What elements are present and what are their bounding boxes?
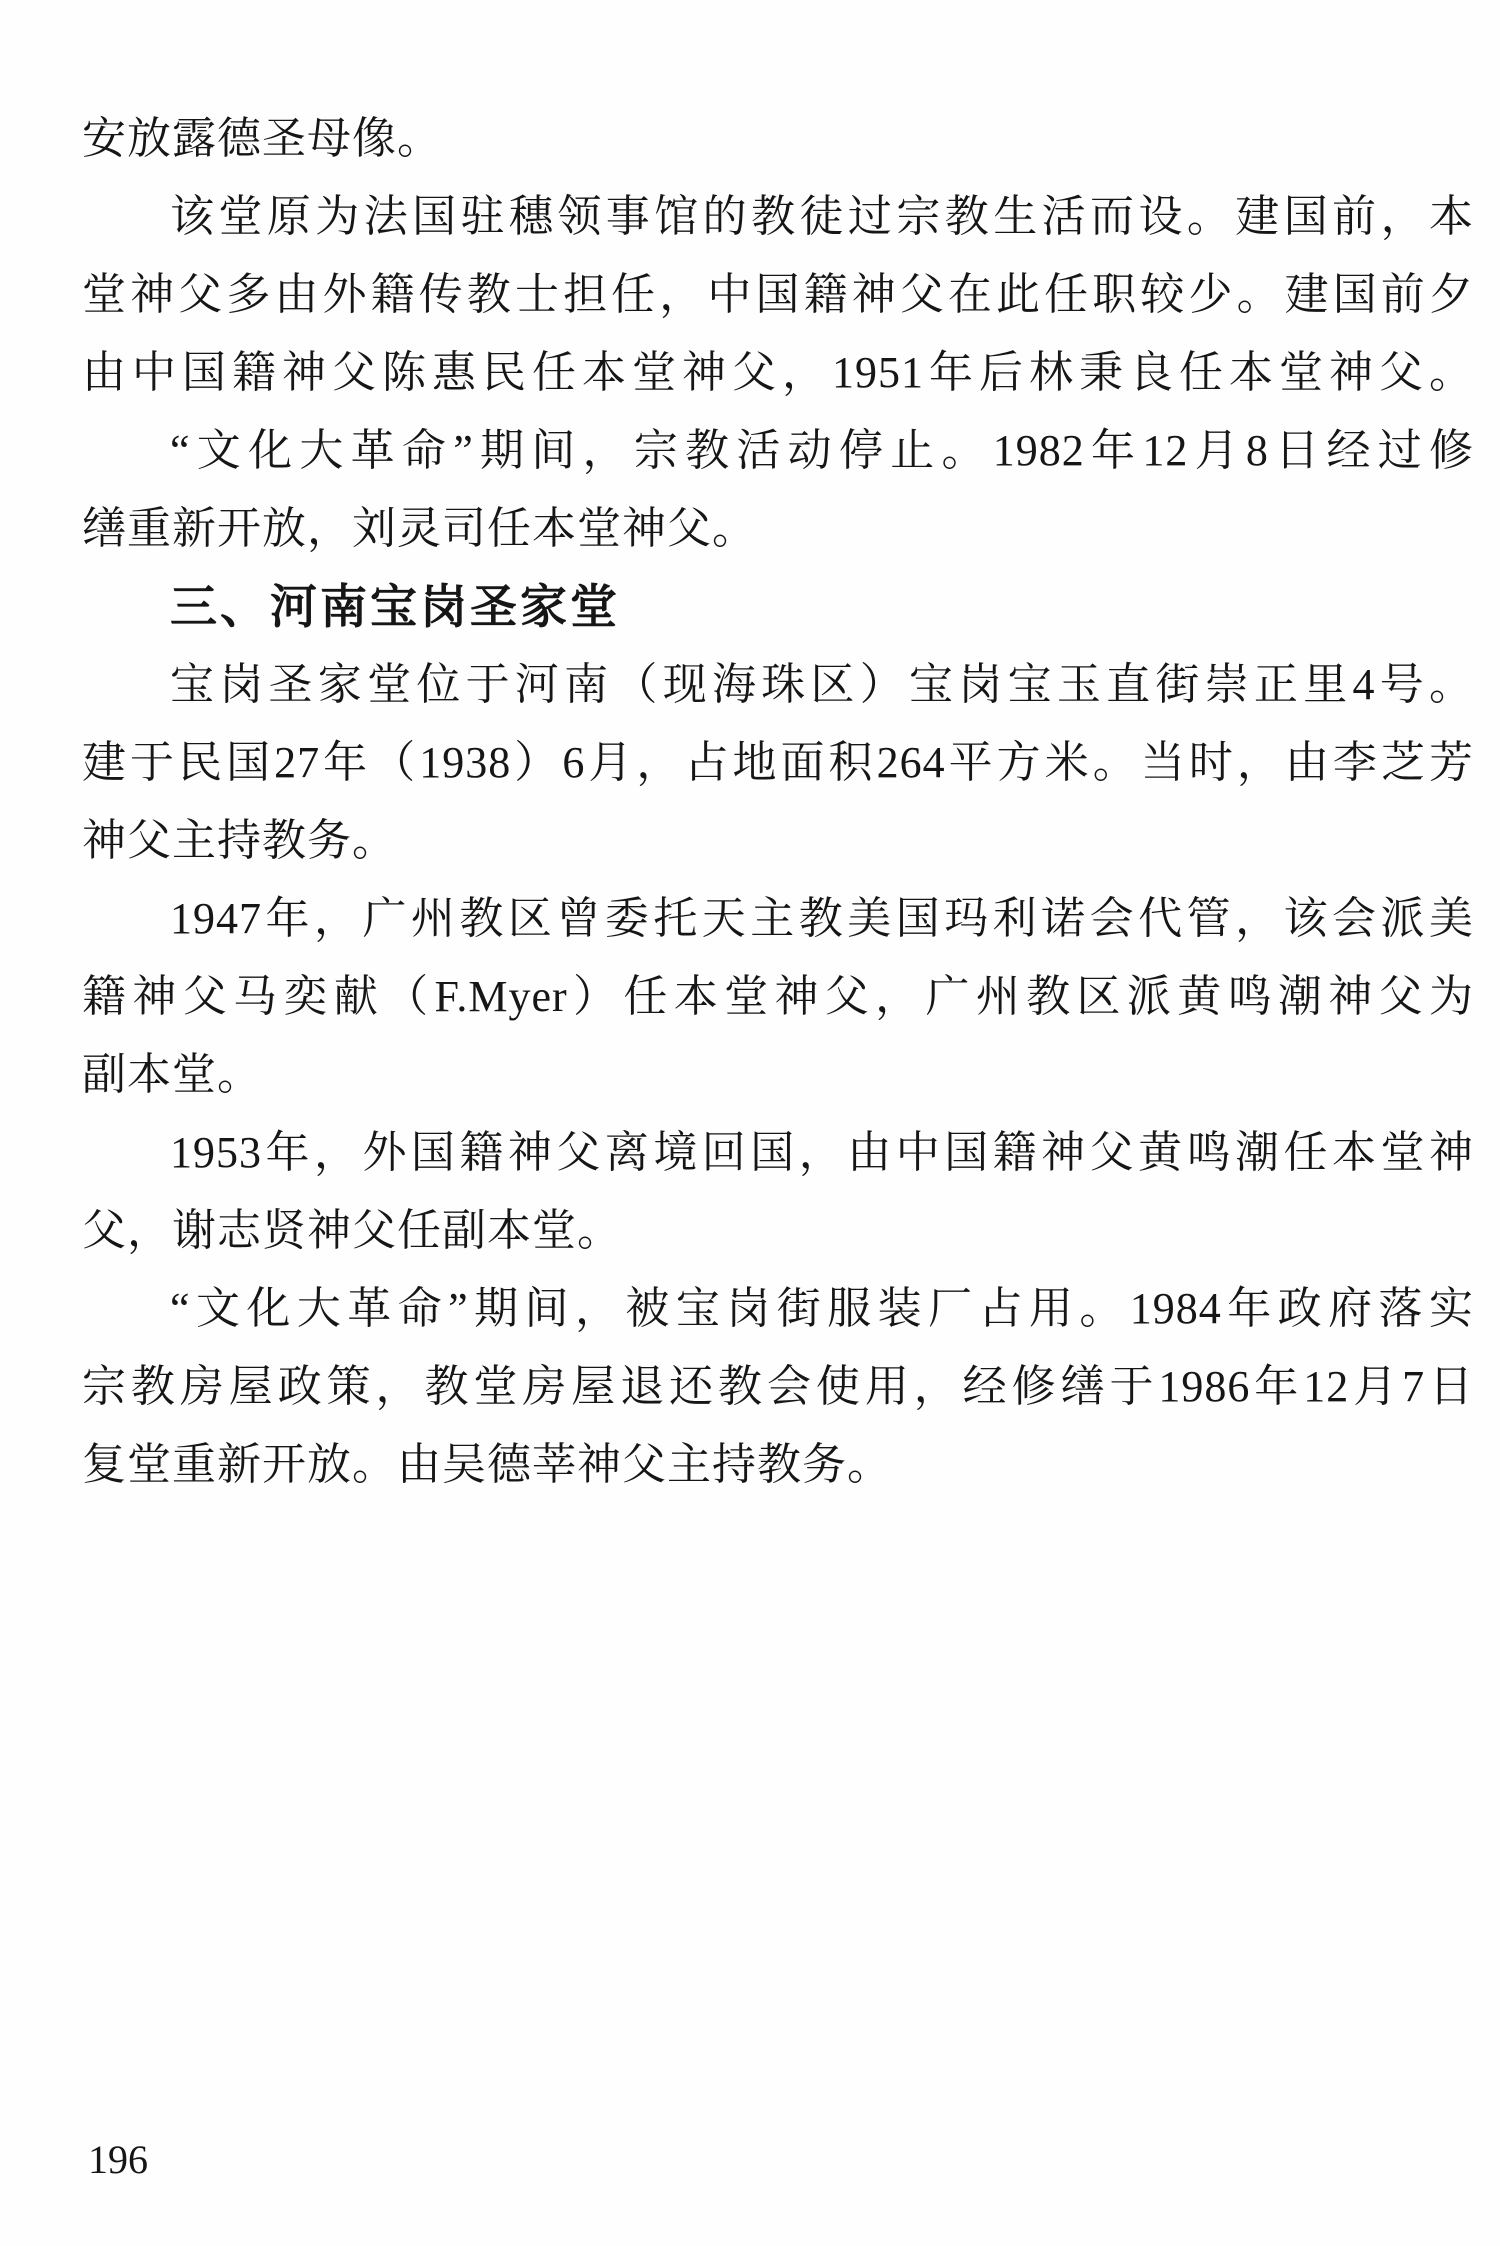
text-line: “文化大革命”期间，宗教活动停止。1982年12月8日经过修	[170, 426, 1474, 475]
text-line: 安放露德圣母像。	[82, 114, 442, 163]
text-line: 神父主持教务。	[82, 816, 397, 865]
text-line: 宝岗圣家堂位于河南（现海珠区）宝岗宝玉直街崇正里4号。	[170, 660, 1474, 709]
text-line: 籍神父马奕献（F.Myer）任本堂神父，广州教区派黄鸣潮神父为	[82, 972, 1474, 1021]
text-line: 由中国籍神父陈惠民任本堂神父，1951年后林秉良任本堂神父。	[82, 348, 1474, 397]
text-line: 缮重新开放，刘灵司任本堂神父。	[82, 504, 757, 553]
section-heading: 三、河南宝岗圣家堂	[170, 580, 620, 633]
text-line: 堂神父多由外籍传教士担任，中国籍神父在此任职较少。建国前夕	[82, 270, 1474, 319]
text-line: 建于民国27年（1938）6月，占地面积264平方米。当时，由李芝芳	[82, 738, 1474, 787]
page-number: 196	[88, 2137, 148, 2182]
text-line: “文化大革命”期间，被宝岗街服装厂占用。1984年政府落实	[170, 1284, 1474, 1333]
text-line: 父，谢志贤神父任副本堂。	[82, 1206, 622, 1255]
text-line: 1947年，广州教区曾委托天主教美国玛利诺会代管，该会派美	[170, 894, 1474, 943]
text-line: 复堂重新开放。由吴德莘神父主持教务。	[82, 1440, 892, 1489]
text-line: 宗教房屋政策，教堂房屋退还教会使用，经修缮于1986年12月7日	[82, 1362, 1474, 1411]
text-line: 副本堂。	[82, 1050, 262, 1099]
text-line: 该堂原为法国驻穗领事馆的教徒过宗教生活而设。建国前，本	[170, 192, 1474, 241]
text-block	[82, 100, 1474, 1504]
text-line: 1953年，外国籍神父离境回国，由中国籍神父黄鸣潮任本堂神	[170, 1128, 1474, 1177]
